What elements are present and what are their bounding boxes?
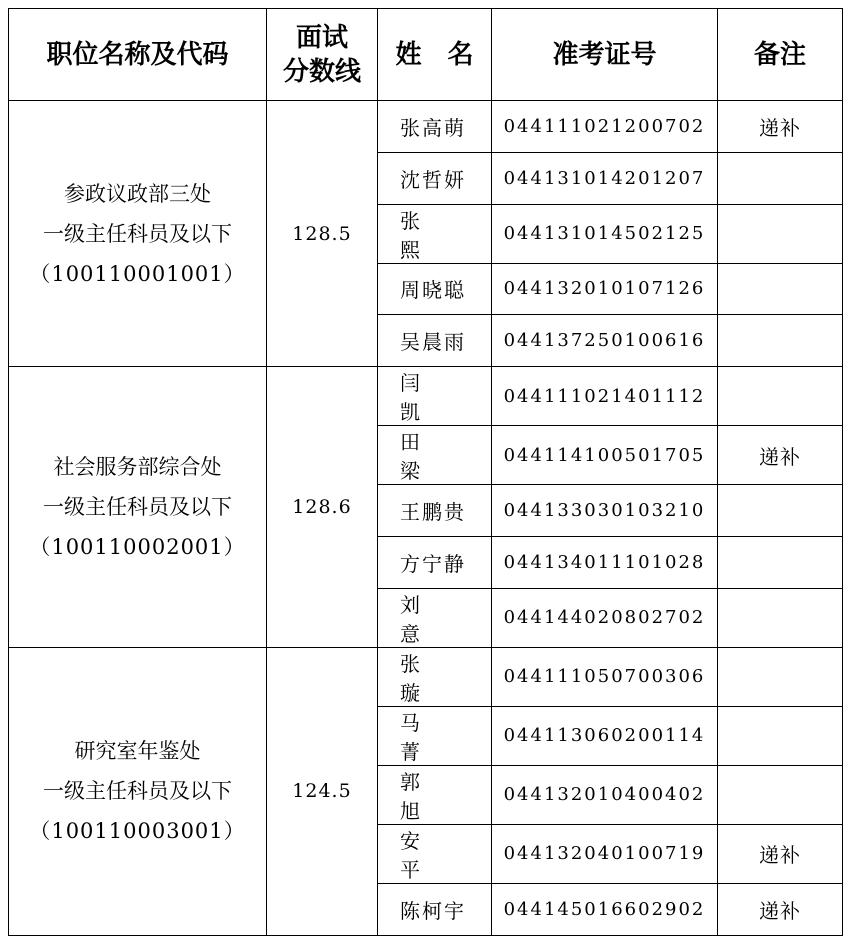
position-department: 研究室年鉴处 bbox=[74, 739, 201, 764]
candidate-name bbox=[378, 101, 492, 153]
position-department: 社会服务部综合处 bbox=[53, 454, 222, 479]
candidate-name-text: 马菁 bbox=[400, 710, 448, 764]
ticket-number: 044114100501705 bbox=[492, 426, 718, 485]
remark-cell bbox=[718, 152, 843, 204]
ticket-number: 044132010400402 bbox=[492, 765, 718, 824]
candidate-name-text: 陈柯宇 bbox=[400, 898, 466, 923]
ticket-number: 044132010107126 bbox=[492, 263, 718, 315]
candidate-name bbox=[378, 647, 492, 706]
ticket-number: 044111021200702 bbox=[492, 101, 718, 153]
table-body bbox=[9, 101, 843, 936]
table-row bbox=[9, 101, 843, 153]
ticket-number: 044145016602902 bbox=[492, 883, 718, 935]
header-score-line1: 面试 bbox=[295, 22, 348, 53]
position-cell bbox=[9, 647, 267, 935]
header-remark: 备注 bbox=[718, 9, 843, 101]
remark-cell bbox=[718, 485, 843, 537]
candidate-name bbox=[378, 588, 492, 647]
position-department: 参政议政部三处 bbox=[64, 181, 211, 206]
ticket-number: 044131014201207 bbox=[492, 152, 718, 204]
remark-cell bbox=[718, 765, 843, 824]
candidate-name-text: 王鹏贵 bbox=[400, 500, 466, 525]
candidate-name bbox=[378, 824, 492, 883]
candidate-table bbox=[8, 8, 843, 936]
header-position: 职位名称及代码 bbox=[9, 9, 267, 101]
candidate-name-text: 田梁 bbox=[400, 430, 448, 484]
candidate-name bbox=[378, 706, 492, 765]
header-score bbox=[267, 9, 378, 101]
position-title: 一级主任科员及以下 bbox=[43, 494, 232, 519]
score-cell: 124.5 bbox=[267, 647, 378, 935]
candidate-name bbox=[378, 426, 492, 485]
remark-cell bbox=[718, 263, 843, 315]
candidate-name bbox=[378, 765, 492, 824]
header-ticket: 准考证号 bbox=[492, 9, 718, 101]
position-code: （100110003001） bbox=[29, 819, 246, 844]
remark-cell bbox=[718, 315, 843, 367]
candidate-name bbox=[378, 315, 492, 367]
remark-cell: 递补 bbox=[718, 824, 843, 883]
position-cell bbox=[9, 367, 267, 648]
table-row bbox=[9, 647, 843, 706]
remark-cell bbox=[718, 588, 843, 647]
candidate-name-text: 周晓聪 bbox=[400, 278, 466, 303]
remark-cell: 递补 bbox=[718, 883, 843, 935]
remark-cell: 递补 bbox=[718, 426, 843, 485]
candidate-name-text: 张高萌 bbox=[400, 115, 466, 140]
candidate-name-text: 方宁静 bbox=[400, 551, 466, 576]
remark-cell bbox=[718, 706, 843, 765]
ticket-number: 044132040100719 bbox=[492, 824, 718, 883]
candidate-name bbox=[378, 367, 492, 426]
position-cell bbox=[9, 101, 267, 367]
candidate-name bbox=[378, 536, 492, 588]
candidate-name bbox=[378, 204, 492, 263]
score-cell: 128.5 bbox=[267, 101, 378, 367]
position-title: 一级主任科员及以下 bbox=[43, 779, 232, 804]
remark-cell bbox=[718, 647, 843, 706]
candidate-name-text: 吴晨雨 bbox=[400, 330, 466, 355]
header-name: 姓 名 bbox=[378, 9, 492, 101]
remark-cell bbox=[718, 536, 843, 588]
ticket-number: 044134011101028 bbox=[492, 536, 718, 588]
ticket-number: 044137250100616 bbox=[492, 315, 718, 367]
position-title: 一级主任科员及以下 bbox=[43, 221, 232, 246]
candidate-name-text: 张璇 bbox=[400, 651, 448, 705]
candidate-name bbox=[378, 263, 492, 315]
candidate-name-text: 郭旭 bbox=[400, 769, 448, 823]
remark-cell bbox=[718, 204, 843, 263]
remark-cell: 递补 bbox=[718, 101, 843, 153]
ticket-number: 044111021401112 bbox=[492, 367, 718, 426]
candidate-name bbox=[378, 152, 492, 204]
ticket-number: 044113060200114 bbox=[492, 706, 718, 765]
candidate-name-text: 沈哲妍 bbox=[400, 167, 466, 192]
candidate-name-text: 闫凯 bbox=[400, 371, 448, 425]
candidate-name-text: 刘意 bbox=[400, 592, 448, 646]
table-row bbox=[9, 367, 843, 426]
candidate-name bbox=[378, 485, 492, 537]
score-cell: 128.6 bbox=[267, 367, 378, 648]
ticket-number: 044133030103210 bbox=[492, 485, 718, 537]
ticket-number: 044144020802702 bbox=[492, 588, 718, 647]
position-code: （100110002001） bbox=[29, 534, 246, 559]
candidate-name-text: 安平 bbox=[400, 828, 448, 882]
candidate-name-text: 张熙 bbox=[400, 208, 448, 262]
remark-cell bbox=[718, 367, 843, 426]
candidate-name bbox=[378, 883, 492, 935]
header-row bbox=[9, 9, 843, 101]
header-score-line2: 分数线 bbox=[282, 56, 361, 87]
ticket-number: 044111050700306 bbox=[492, 647, 718, 706]
position-code: （100110001001） bbox=[29, 261, 246, 286]
ticket-number: 044131014502125 bbox=[492, 204, 718, 263]
